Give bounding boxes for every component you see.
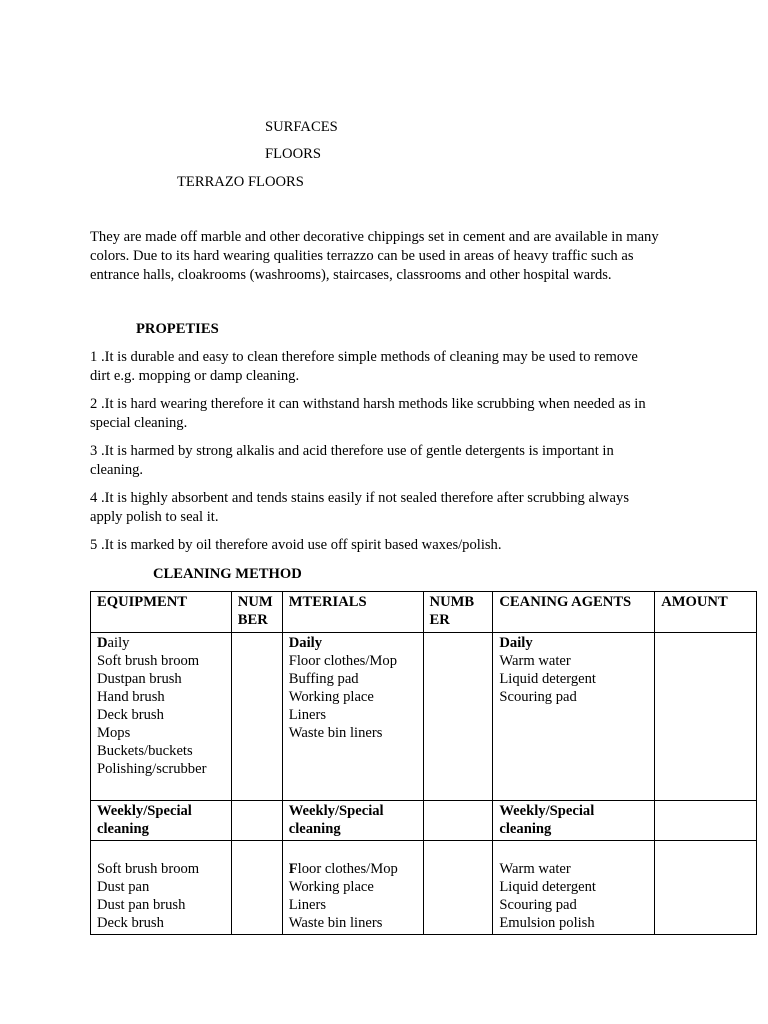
header-materials (282, 592, 423, 633)
list-item: Emulsion polish (499, 915, 595, 931)
header-text: BER (237, 612, 268, 628)
cell-weekly-label-number-2 (423, 801, 493, 841)
header-text: EQUIPMENT (97, 594, 187, 610)
cell-daily-agents (493, 633, 655, 801)
list-item: Warm water (499, 653, 571, 669)
header-text: NUMB (429, 594, 475, 610)
list-item: Liquid detergent (499, 879, 596, 895)
list-item: Liners (288, 897, 327, 913)
table-row-daily (91, 633, 757, 801)
intro-line: colors. Due to its hard wearing qualities terrazzo can be used in areas of heavy traffic such as (90, 248, 634, 264)
property-line: 3 .It is harmed by strong alkalis and acid therefore use of gentle detergents is important in (90, 443, 614, 459)
properties-heading: PROPETIES (136, 321, 219, 337)
list-item: Liquid detergent (499, 671, 596, 687)
list-item: Polishing/scrubber (97, 761, 207, 777)
daily-label-initial: D (97, 635, 108, 651)
property-line: 4 .It is highly absorbent and tends stains easily if not sealed therefore after scrubbing always (90, 490, 630, 506)
list-item: Deck brush (97, 707, 164, 723)
property-line: 2 .It is hard wearing therefore it can withstand harsh methods like scrubbing when needed as in (90, 396, 646, 412)
property-item-3 (90, 442, 690, 480)
table-row-weekly (91, 841, 757, 935)
list-item: Deck brush (97, 915, 164, 931)
list-item: Dust pan (97, 879, 150, 895)
list-item-initial: F (288, 861, 298, 877)
cleaning-method-table (90, 591, 757, 935)
cell-daily-number-2 (423, 633, 493, 801)
list-item: Soft brush broom (97, 653, 200, 669)
cell-daily-amount (655, 633, 757, 801)
cell-weekly-label-amount (655, 801, 757, 841)
property-item-1 (90, 348, 690, 386)
list-item: Liners (288, 707, 327, 723)
weekly-label: Weekly/Special (288, 803, 384, 819)
list-item: Buckets/buckets (97, 743, 193, 759)
table-header-row (91, 592, 757, 633)
title-surfaces: SURFACES (265, 119, 338, 135)
header-text: CEANING AGENTS (499, 594, 632, 610)
list-item: Working place (288, 689, 374, 705)
list-item: Buffing pad (288, 671, 359, 687)
table-row-weekly-label (91, 801, 757, 841)
daily-label (97, 634, 225, 652)
title-floors: FLOORS (265, 146, 321, 162)
property-item-2 (90, 395, 690, 433)
list-item: Dust pan brush (97, 897, 186, 913)
property-item-4 (90, 489, 690, 527)
list-item: Floor clothes/Mop (288, 653, 397, 669)
list-item: Dustpan brush (97, 671, 182, 687)
property-line: special cleaning. (90, 415, 188, 431)
cell-daily-equipment (91, 633, 232, 801)
list-item: Waste bin liners (288, 915, 383, 931)
weekly-label: Weekly/Special (499, 803, 595, 819)
property-line: dirt e.g. mopping or damp cleaning. (90, 368, 300, 384)
list-item: Mops (97, 725, 131, 741)
list-item: Waste bin liners (288, 725, 383, 741)
property-line: cleaning. (90, 462, 144, 478)
daily-label: Daily (499, 635, 533, 651)
cleaning-method-heading: CLEANING METHOD (153, 566, 302, 582)
intro-line: They are made off marble and other decorative chippings set in cement and are available in many (90, 229, 659, 245)
weekly-label: cleaning (288, 821, 341, 837)
cell-weekly-label-equipment (91, 801, 232, 841)
cell-daily-materials (282, 633, 423, 801)
header-text: MTERIALS (288, 594, 367, 610)
weekly-label: cleaning (499, 821, 552, 837)
list-item: Soft brush broom (97, 861, 200, 877)
cell-weekly-materials (282, 841, 423, 935)
header-equipment (91, 592, 232, 633)
list-item: Scouring pad (499, 689, 577, 705)
title-terrazo-floors: TERRAZO FLOORS (177, 174, 304, 190)
daily-label: Daily (288, 635, 322, 651)
header-text: ER (429, 612, 450, 628)
cell-weekly-agents (493, 841, 655, 935)
cell-weekly-amount (655, 841, 757, 935)
weekly-label: Weekly/Special (97, 803, 192, 819)
intro-line: entrance halls, cloakrooms (washrooms), staircases, classrooms and other hospital wards. (90, 267, 612, 283)
intro-paragraph (90, 228, 690, 285)
property-line: 5 .It is marked by oil therefore avoid use off spirit based waxes/polish. (90, 537, 502, 553)
list-item (289, 860, 417, 878)
list-item: Working place (288, 879, 374, 895)
cell-daily-number-1 (231, 633, 282, 801)
property-line: 1 .It is durable and easy to clean therefore simple methods of cleaning may be used to remove (90, 349, 638, 365)
list-item-rest: loor clothes/Mop (297, 861, 398, 877)
header-number-2 (423, 592, 493, 633)
list-item: Hand brush (97, 689, 165, 705)
property-item-5 (90, 536, 690, 555)
header-number-1 (231, 592, 282, 633)
list-item: Warm water (499, 861, 571, 877)
header-text: NUM (237, 594, 273, 610)
cell-weekly-number-2 (423, 841, 493, 935)
header-cleaning-agents (493, 592, 655, 633)
property-line: apply polish to seal it. (90, 509, 219, 525)
list-item: Scouring pad (499, 897, 577, 913)
cell-weekly-number-1 (231, 841, 282, 935)
cell-weekly-label-agents (493, 801, 655, 841)
cell-weekly-label-materials (282, 801, 423, 841)
header-text: AMOUNT (661, 594, 728, 610)
weekly-label: cleaning (97, 821, 149, 837)
cell-weekly-label-number-1 (231, 801, 282, 841)
cell-weekly-equipment (91, 841, 232, 935)
header-amount (655, 592, 757, 633)
daily-label-rest: aily (107, 635, 130, 651)
